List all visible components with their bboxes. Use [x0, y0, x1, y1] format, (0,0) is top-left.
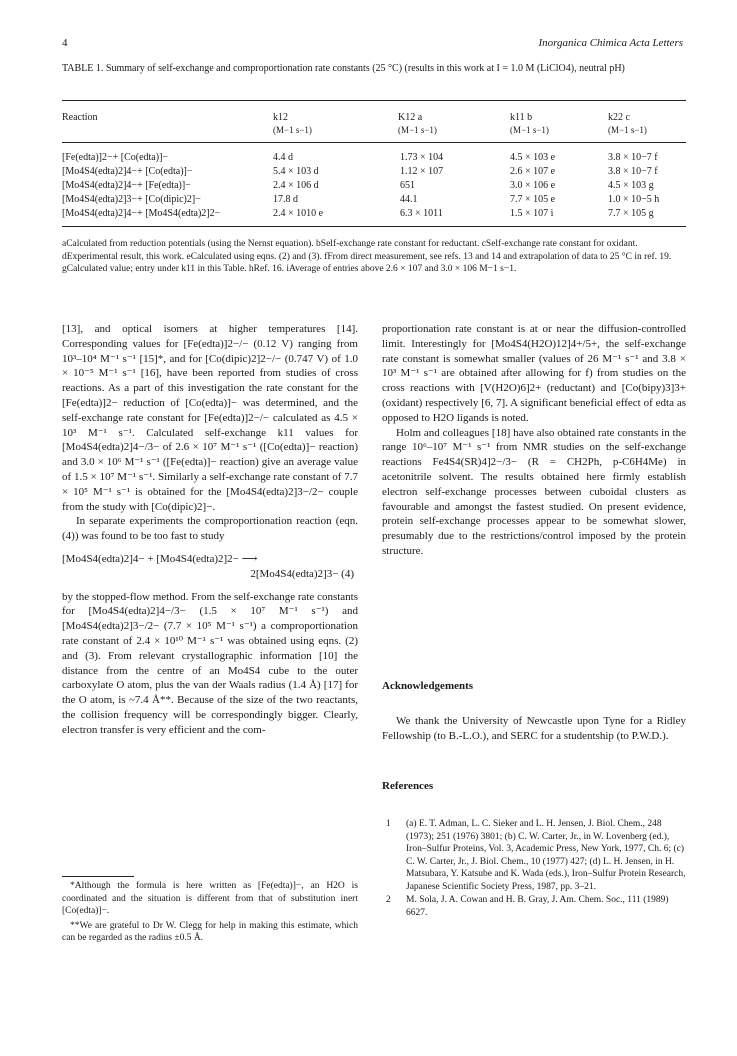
table-header-reaction: Reaction — [62, 112, 98, 123]
page-footnote: **We are grateful to Dr W. Clegg for help in making this estimate, which can be regarded as the radius ±0.5 Å. — [62, 920, 358, 943]
body-paragraph: In separate experiments the comproportionation reaction (eqn. (4)) was found to be too fast to study — [62, 515, 358, 543]
table-cell: 7.7 × 105 g — [608, 208, 654, 219]
references-heading: References — [382, 780, 434, 792]
table-cell: 2.6 × 107 e — [510, 166, 556, 177]
table-row — [62, 152, 686, 165]
table-cell: 17.8 d — [273, 194, 298, 205]
reference-text: M. Sola, J. A. Cowan and H. B. Gray, J. Am. Chem. Soc., 111 (1989) 6627. — [406, 895, 669, 918]
body-paragraph: proportionation rate constant is at or near the diffusion-controlled limit. Interestingly for [Mo4S4(H2O)12]4+/5+, the self-exchange rate constant is somewhat smaller (values of 26 M⁻¹ s⁻¹ and 3.8 × 10³ M⁻¹ s⁻¹ are obtained after allowing for f) from studies on the cross reactions with [V(H2O)6]2+ (reductant) and [Co(bipy)3]3+ (oxidant) respectively [6, 7]. A significant beneficial effect of edta as opposed to H2O ligands is noted. — [382, 323, 686, 424]
table-cell: 4.4 d — [273, 152, 293, 163]
reference-item — [382, 894, 686, 919]
table-header-K12: K12 a (M−1 s−1) — [398, 112, 437, 135]
table-cell: 6.3 × 1011 — [400, 208, 443, 219]
reference-number: 1 — [386, 819, 391, 829]
table-header-k12: k12 (M−1 s−1) — [273, 112, 312, 135]
equation-line: [Mo4S4(edta)2]4− + [Mo4S4(edta)2]2− ⟶ — [62, 552, 258, 565]
table-cell: 3.0 × 106 e — [510, 180, 556, 191]
reference-item — [382, 818, 686, 893]
table-row — [62, 166, 686, 179]
table-cell: 651 — [400, 180, 415, 191]
footnote-separator — [62, 876, 134, 877]
equation-4 — [62, 552, 358, 582]
reference-number: 2 — [386, 895, 391, 905]
table-footnotes: aCalculated from reduction potentials (using the Nernst equation). bSelf-exchange rate constant for reductant. cSelf-exchange rate constant for oxidant. dExperimental result, this work. eCalculated using eqns. (2) and (3). fFrom direct measurement, see refs. 13 and 14 and extrapolation of data to 25 °C in ref. 19. gCalculated value; entry under k11 in this Table. hRef. 16. iAverage of entries above 2.6 × 107 and 3.0 × 106 M−1 s−1. — [62, 239, 672, 274]
references-list — [382, 818, 686, 920]
acknowledgements-paragraph: We thank the University of Newcastle upon Tyne for a Ridley Fellowship (to B.-L.O.), and SERC for a studentship (to P.W.D.). — [382, 715, 686, 742]
page-footnotes — [62, 880, 358, 947]
left-column — [62, 322, 358, 738]
table-cell: 7.7 × 105 e — [510, 194, 556, 205]
table-cell: 44.1 — [400, 194, 418, 205]
table-cell: 1.12 × 107 — [400, 166, 444, 177]
table-cell: 3.8 × 10−7 f — [608, 166, 658, 177]
body-paragraph: Holm and colleagues [18] have also obtained rate constants in the range 10⁶–10⁷ M⁻¹ s⁻¹ from NMR studies on the self-exchange reactions Fe4S4(SR)4]2−/3− (R = CH2Ph, p-C6H4Me) in acetonitrile solvent. The results obtained here firmly establish electron self-exchange processes between cuboidal clusters as favourable and amongst the fastest studied. On present evidence, protein self-exchange processes appear to be somewhat slower, presumably due to the restrictions/control imposed by the protein structure. — [382, 426, 686, 557]
table-header-k22: k22 c (M−1 s−1) — [608, 112, 647, 135]
table-cell: 4.5 × 103 g — [608, 180, 654, 191]
acknowledgements-text — [382, 714, 686, 744]
table-cell: [Mo4S4(edta)2]4−+ [Mo4S4(edta)2]2− — [62, 208, 221, 219]
table-header-k11: k11 b (M−1 s−1) — [510, 112, 549, 135]
table-header-rule — [62, 142, 686, 143]
journal-title: Inorganica Chimica Acta Letters — [538, 37, 683, 49]
acknowledgements-heading: Acknowledgements — [382, 680, 474, 692]
table-cell: [Mo4S4(edta)2]4−+ [Fe(edta)]− — [62, 180, 191, 191]
equation-line: 2[Mo4S4(edta)2]3− (4) — [250, 567, 354, 580]
table-row — [62, 180, 686, 193]
table-row — [62, 194, 686, 207]
page-footnote: *Although the formula is here written as [Fe(edta)]−, an H2O is coordinated and the situation is different from that of substitution inert [Co(edta)]−. — [62, 881, 358, 916]
table-row — [62, 208, 686, 221]
table-caption: TABLE 1. Summary of self-exchange and comproportionation rate constants (25 °C) (results in this work at I = 1.0 M (LiClO4), neutral pH) — [62, 63, 625, 74]
table-cell: 2.4 × 106 d — [273, 180, 319, 191]
table-cell: [Fe(edta)]2−+ [Co(edta)]− — [62, 152, 169, 163]
table-cell: 5.4 × 103 d — [273, 166, 319, 177]
reference-text: (a) E. T. Adman, L. C. Sieker and L. H. Jensen, J. Biol. Chem., 248 (1973); 251 (1976) 3801; (b) C. W. Carter, Jr., in W. Lovenberg (ed.), Iron–Sulfur Proteins, Vol. 3, Academic Press, New York, 1977, Ch. 6; (c) C. W. Carter, Jr., J. Biol. Chem., 10 (1977) 427; (d) L. H. Jensen, in H. Matsubara, Y. Katsube and K. Wada (eds.), Iron–Sulfur Protein Research, Japanese Scientific Society Press, 1987, pp. 3–21. — [406, 819, 686, 892]
body-paragraph: [13], and optical isomers at higher temperatures [14]. Corresponding values for [Fe(edta)]2−/− (0.12 V) ranging from 10³–10⁴ M⁻¹ s⁻¹ [15]*, and for [Co(dipic)2]2−/− (0.747 V) of 1.0 × 10⁻⁵ M⁻¹ s⁻¹ [16], have been reported from studies of cross reactions. As a part of this investigation the rate constant for the [Fe(edta)]2− reduction of [Co(edta)]− was determined, and the self-exchange rate constant for [Fe(edta)]2−/− calculated as 4.5 × 10³ M⁻¹ s⁻¹. Calculated self-exchange k11 values for [Mo4S4(edta)2]4−/3− of 2.6 × 10⁷ M⁻¹ s⁻¹ ([Co(edta)]− reaction) and 3.0 × 10⁶ M⁻¹ s⁻¹ ([Fe(edta)]− reaction) give an average value of 1.5 × 10⁷ M⁻¹ s⁻¹. Similarly a self-exchange rate constant of 7.7 × 10⁵ M⁻¹ s⁻¹ is obtained for the [Mo4S4(edta)2]3−/2− couple from the study with [Co(dipic)2]−. — [62, 323, 358, 513]
table-cell: 3.8 × 10−7 f — [608, 152, 658, 163]
right-column — [382, 322, 686, 559]
table-cell: [Mo4S4(edta)2]4−+ [Co(edta)]− — [62, 166, 193, 177]
table-cell: 4.5 × 103 e — [510, 152, 556, 163]
table-cell: 1.73 × 104 — [400, 152, 444, 163]
table-cell: 1.5 × 107 i — [510, 208, 554, 219]
page-number: 4 — [62, 37, 68, 49]
table-top-rule — [62, 100, 686, 101]
table-cell: 2.4 × 1010 e — [273, 208, 324, 219]
table-cell: 1.0 × 10−5 h — [608, 194, 660, 205]
table-bottom-rule — [62, 226, 686, 227]
table-cell: [Mo4S4(edta)2]3−+ [Co(dipic)2]− — [62, 194, 201, 205]
body-paragraph: by the stopped-flow method. From the self-exchange rate constants for [Mo4S4(edta)2]4−/3− (1.5 × 10⁷ M⁻¹ s⁻¹) and [Mo4S4(edta)2]3−/2− (7.7 × 10⁵ M⁻¹ s⁻¹) a comproportionation rate constant of 2.4 × 10¹⁰ M⁻¹ s⁻¹ was obtained using eqns. (2) and (3). From relevant crystallographic information [10] the distance from the centre of an Mo4S4 cube to the outer carboxylate O atom, plus the van der Waals radius (1.4 Å) [17] for the O atom, is ~7.4 Å**. Because of the size of the two reactants, the collision frequency will be correspondingly bigger. Clearly, electron transfer is very efficient and the com- — [62, 590, 359, 736]
